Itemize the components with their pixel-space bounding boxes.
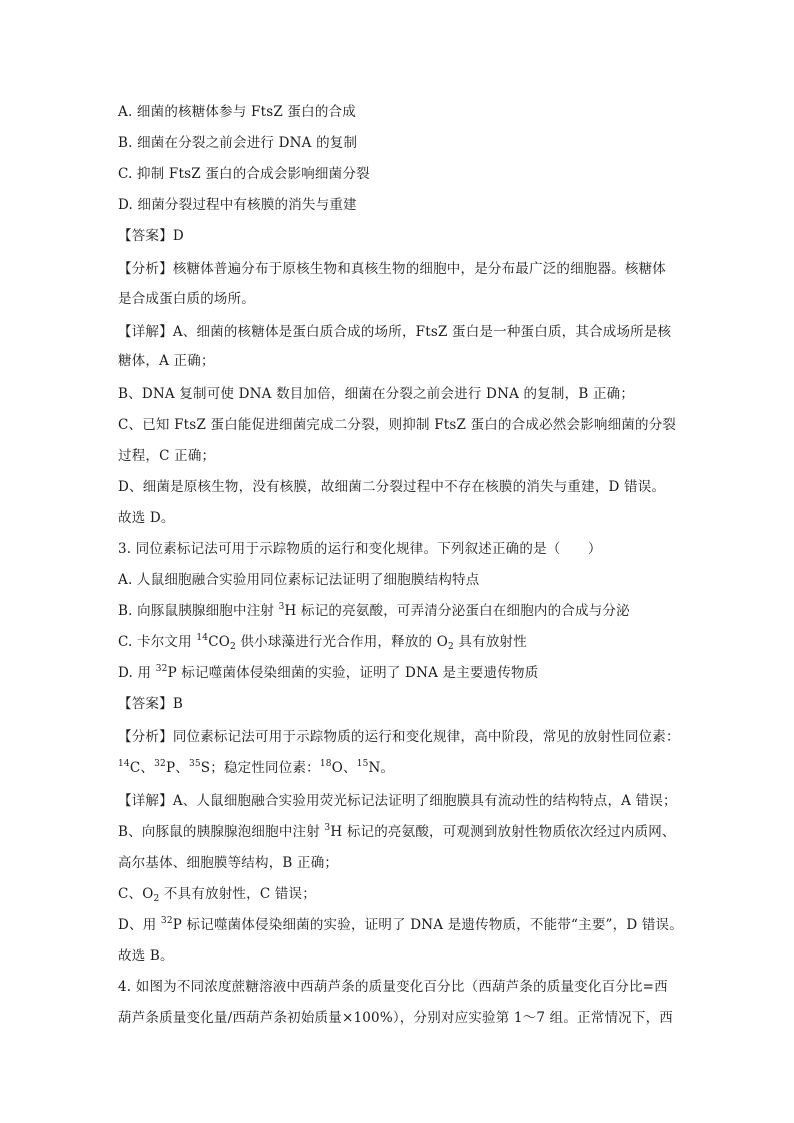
subscript: 2 <box>448 642 454 652</box>
superscript: 15 <box>356 759 369 769</box>
detail-text: A、细菌的核糖体是蛋白质合成的场所，FtsZ 蛋白是一种蛋白质，其合成场所是核 <box>172 324 672 340</box>
text: 不具有放射性，C 错误； <box>159 886 316 902</box>
text: D. 用 <box>118 665 156 681</box>
q3-detail-c <box>118 884 316 904</box>
q2-answer <box>118 226 184 246</box>
q2-detail-c-cont: 过程，C 正确； <box>118 448 216 464</box>
q3-option-a: A. 人鼠细胞融合实验用同位素标记法证明了细胞膜结构特点 <box>118 572 480 588</box>
superscript: 14 <box>118 759 130 769</box>
answer-tag: 【答案】 <box>118 228 173 244</box>
q3-detail-a <box>118 791 677 811</box>
analysis-tag: 【分析】 <box>118 729 173 745</box>
superscript: 3 <box>278 602 285 612</box>
detail-tag: 【详解】 <box>118 324 173 340</box>
superscript: 32 <box>155 664 168 674</box>
text: B. 向豚鼠胰腺细胞中注射 <box>118 603 279 619</box>
q3-isotopes <box>118 758 394 778</box>
answer-tag: 【答案】 <box>118 696 173 712</box>
text: 具有放射性 <box>453 634 527 650</box>
q3-option-d <box>118 663 538 683</box>
q3-detail-b-cont: 高尔基体、细胞膜等结构，B 正确； <box>118 855 339 871</box>
superscript: 3 <box>324 823 331 833</box>
text: P、 <box>165 760 189 776</box>
q4-stem-cont: 葫芦条质量变化量/西葫芦条初始质量×100%），分别对应实验第 1～7 组。正常情况下，西 <box>118 1010 673 1026</box>
text: H 标记的亮氨酸，可观测到放射性物质依次经过内质网、 <box>330 824 676 840</box>
superscript: 35 <box>188 759 201 769</box>
q3-answer <box>118 694 183 714</box>
analysis-text: 同位素标记法可用于示踪物质的运行和变化规律，高中阶段，常见的放射性同位素： <box>172 729 680 745</box>
q2-detail-b: B、DNA 复制可使 DNA 数目加倍，细菌在分裂之前会进行 DNA 的复制，B 正确； <box>118 386 635 402</box>
q3-stem: 3. 同位素标记法可用于示踪物质的运行和变化规律。下列叙述正确的是（ ） <box>118 541 602 557</box>
q3-analysis <box>118 727 680 747</box>
q2-analysis-cont: 是合成蛋白质的场所。 <box>118 291 255 307</box>
detail-text: A、人鼠细胞融合实验用荧光标记法证明了细胞膜具有流动性的结构特点，A 错误； <box>172 793 677 809</box>
text: N。 <box>368 760 395 776</box>
q2-option-b: B. 细菌在分裂之前会进行 DNA 的复制 <box>118 135 358 151</box>
q2-detail-c: C、已知 FtsZ 蛋白能促进细菌完成二分裂，则抑制 FtsZ 蛋白的合成必然会影响细菌的分裂 <box>118 417 677 433</box>
superscript: 32 <box>154 759 166 769</box>
text: C. 卡尔文用 <box>118 634 197 650</box>
text: C、O <box>118 886 154 902</box>
analysis-tag: 【分析】 <box>118 261 173 277</box>
q3-option-b <box>118 601 630 621</box>
q3-conclusion: 故选 B。 <box>118 948 174 964</box>
q2-option-c: C. 抑制 FtsZ 蛋白的合成会影响细菌分裂 <box>118 166 370 182</box>
answer-value: B <box>172 696 183 712</box>
superscript: 18 <box>319 759 332 769</box>
q2-detail-d: D、细菌是原核生物，没有核膜，故细菌二分裂过程中不存在核膜的消失与重建，D 错误。 <box>118 479 666 495</box>
text: O、 <box>331 760 357 776</box>
detail-tag: 【详解】 <box>118 793 173 809</box>
q3-detail-d <box>118 915 683 935</box>
text: B、向豚鼠的胰腺腺泡细胞中注射 <box>118 824 325 840</box>
q2-analysis <box>118 259 666 279</box>
q2-option-a: A. 细菌的核糖体参与 FtsZ 蛋白的合成 <box>118 104 356 120</box>
superscript: 32 <box>160 916 173 926</box>
q4-stem: 4. 如图为不同浓度蔗糖溶液中西葫芦条的质量变化百分比（西葫芦条的质量变化百分比=西 <box>118 979 668 995</box>
q3-detail-b <box>118 822 676 842</box>
text: P 标记噬菌体侵染细菌的实验，证明了 DNA 是遗传物质，不能带“主要”，D 错误。 <box>172 917 683 933</box>
subscript: 2 <box>153 894 160 904</box>
q2-detail-a-cont: 糖体，A 正确； <box>118 353 215 369</box>
q2-conclusion: 故选 D。 <box>118 510 175 526</box>
answer-value: D <box>172 228 184 244</box>
text: 供小球藻进行光合作用，释放的 O <box>235 634 448 650</box>
subscript: 2 <box>230 642 236 652</box>
q3-option-c <box>118 632 527 652</box>
text: S；稳定性同位素： <box>200 760 320 776</box>
text: H 标记的亮氨酸，可弄清分泌蛋白在细胞内的合成与分泌 <box>284 603 630 619</box>
text: CO <box>208 634 230 650</box>
text: P 标记噬菌体侵染细菌的实验，证明了 DNA 是主要遗传物质 <box>167 665 539 681</box>
text: D、用 <box>118 917 161 933</box>
analysis-text: 核糖体普遍分布于原核生物和真核生物的细胞中，是分布最广泛的细胞器。核糖体 <box>172 261 667 277</box>
superscript: 14 <box>196 633 209 643</box>
q2-option-d: D. 细菌分裂过程中有核膜的消失与重建 <box>118 197 357 213</box>
text: C、 <box>129 760 155 776</box>
q2-detail-a <box>118 322 671 342</box>
